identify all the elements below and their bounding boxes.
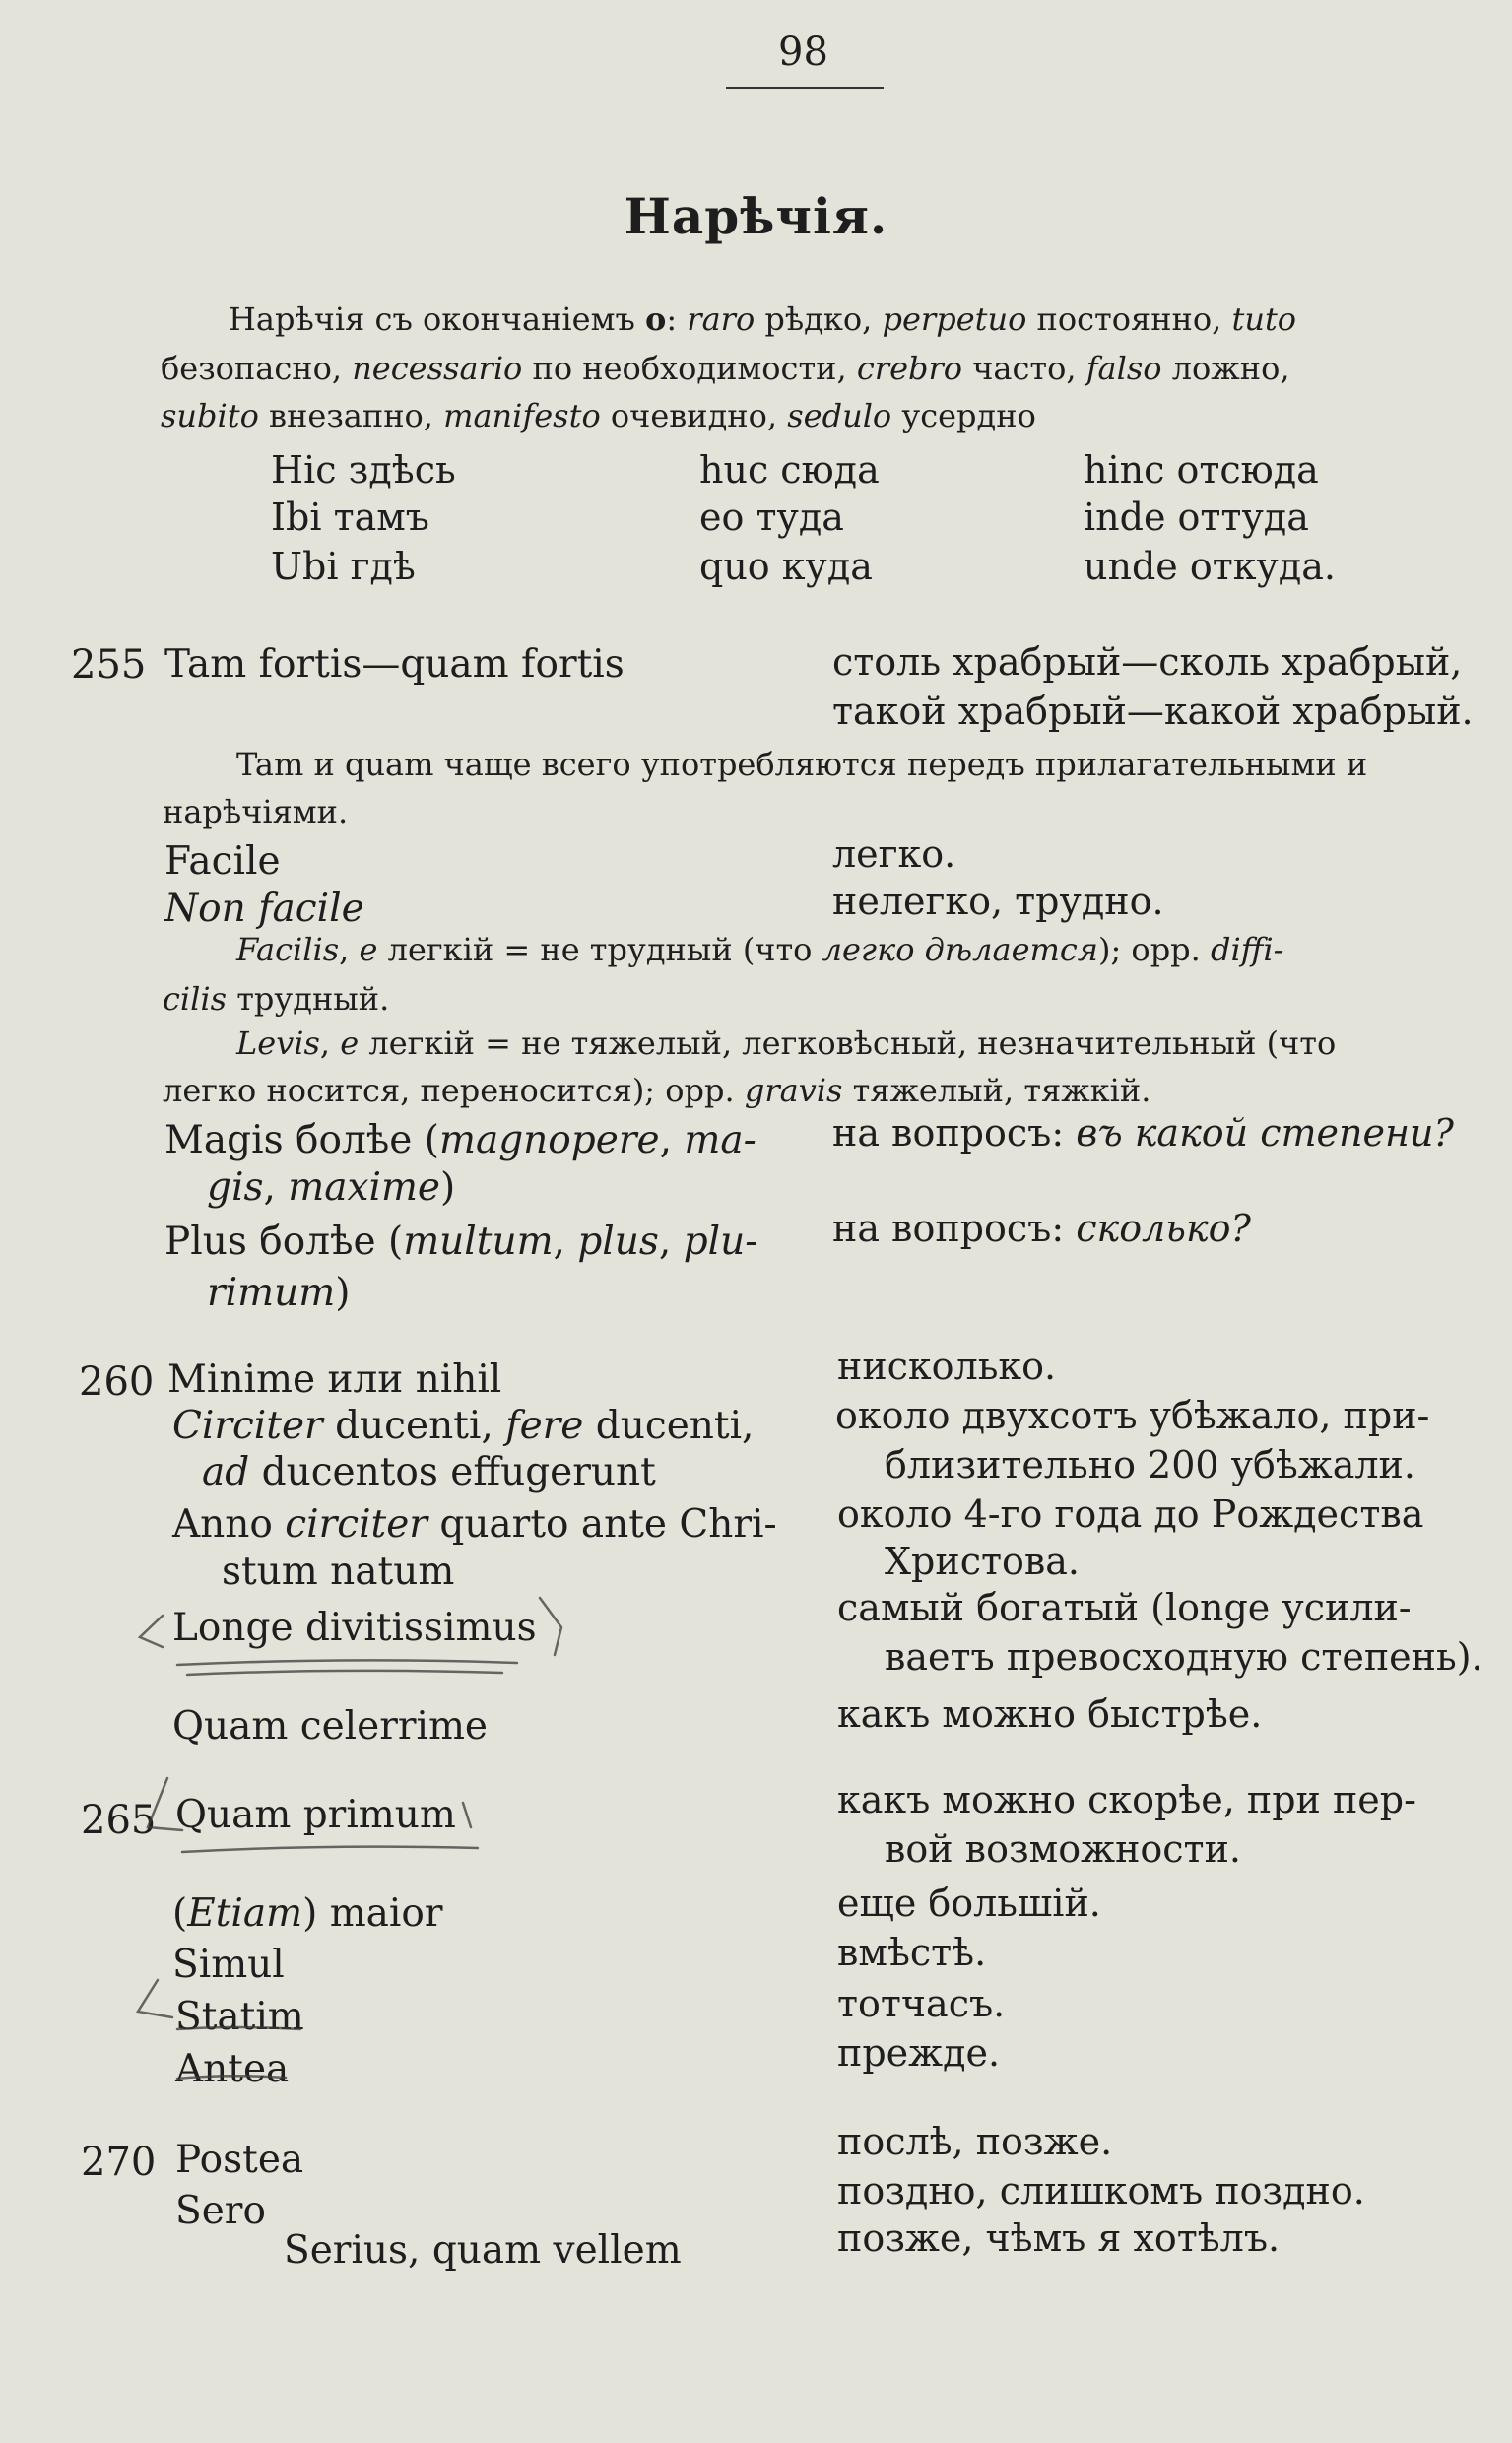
russian-gloss: самый богатый (longe усили- [837, 1586, 1412, 1629]
pencil-bracket-left [148, 1778, 182, 1830]
intro-line-3: subito внезапно, manifesto очевидно, sedulo усердно [161, 397, 1036, 434]
pencil-underline [187, 1671, 502, 1675]
russian-gloss: около 4-го года до Рождества [837, 1492, 1424, 1536]
russian-gloss: нелегко, трудно. [832, 880, 1164, 923]
latin-phrase: Statim [175, 1995, 304, 2039]
latin-phrase: Longe divitissimus [172, 1606, 537, 1650]
table-cell: inde оттуда [1084, 495, 1309, 539]
latin-phrase: Tam fortis—quam fortis [164, 642, 625, 687]
pencil-underline [177, 2027, 300, 2029]
russian-gloss: какъ можно скорѣе, при пер- [837, 1778, 1416, 1821]
pencil-underline [182, 1847, 478, 1852]
page-number: 98 [778, 30, 828, 75]
section-title: Нарѣчія. [624, 187, 888, 245]
latin-phrase: Facile [164, 839, 281, 884]
entry-number: 260 [79, 1359, 155, 1405]
latin-phrase: Sero [175, 2189, 266, 2233]
russian-gloss: позже, чѣмъ я хотѣлъ. [837, 2216, 1281, 2260]
note-line: cilis трудный. [163, 980, 390, 1018]
russian-gloss: нисколько. [837, 1345, 1057, 1388]
russian-gloss: на вопросъ: въ какой степени? [832, 1111, 1454, 1155]
latin-phrase: Serius, quam vellem [284, 2228, 682, 2273]
russian-gloss: тотчасъ. [837, 1982, 1006, 2025]
table-cell: quo куда [699, 545, 873, 588]
latin-phrase: Circiter ducenti, fere ducenti, [172, 1404, 755, 1448]
table-cell: huc сюда [699, 448, 880, 492]
pencil-bracket-right [540, 1598, 561, 1655]
latin-phrase: (Etiam) maior [172, 1891, 443, 1936]
latin-phrase: ad ducentos effugerunt [202, 1450, 656, 1494]
table-cell: Ubi гдѣ [271, 545, 416, 588]
russian-gloss: столь храбрый—сколь храбрый, [832, 640, 1463, 684]
russian-gloss: еще большій. [837, 1882, 1101, 1925]
russian-gloss: вой возможности. [885, 1827, 1241, 1871]
russian-gloss: вмѣстѣ. [837, 1931, 987, 1974]
intro-line-1: Нарѣчія съ окончаніемъ o: raro рѣдко, perpetuo постоянно, tuto [229, 300, 1297, 338]
latin-phrase: Magis болѣе (magnopere, ma- [164, 1118, 756, 1162]
pencil-bracket-left [138, 1980, 172, 2017]
russian-gloss: послѣ, позже. [837, 2120, 1113, 2163]
russian-gloss: близительно 200 убѣжали. [885, 1443, 1415, 1486]
note-line: Facilis, e легкій = не трудный (что легко дѣлается); орр. diffi- [236, 931, 1284, 968]
latin-phrase: Quam celerrime [172, 1704, 489, 1749]
russian-gloss: прежде. [837, 2031, 1001, 2075]
latin-phrase: Postea [175, 2138, 304, 2182]
entry-number: 265 [81, 1798, 157, 1843]
latin-phrase: gis, maxime) [207, 1165, 456, 1210]
latin-phrase: rimum) [207, 1271, 351, 1315]
latin-phrase: stum natum [222, 1550, 455, 1594]
russian-gloss: легко. [832, 832, 956, 876]
latin-phrase: Minime или nihil [167, 1357, 502, 1402]
russian-gloss: Христова. [885, 1540, 1081, 1583]
russian-gloss: какъ можно быстрѣе. [837, 1692, 1263, 1736]
note-line: нарѣчіями. [163, 793, 349, 830]
note-line: Levis, e легкій = не тяжелый, легковѣсный, незначительный (что [236, 1024, 1337, 1062]
table-cell: unde откуда. [1084, 545, 1336, 588]
pencil-bracket-left [140, 1616, 163, 1647]
table-cell: Hic здѣсь [271, 448, 456, 492]
table-cell: Ibi тамъ [271, 495, 429, 539]
latin-phrase: Anno circiter quarto ante Chri- [172, 1502, 777, 1547]
table-cell: eo туда [699, 495, 844, 539]
russian-gloss: на вопросъ: сколько? [832, 1207, 1251, 1250]
table-cell: hinc отсюда [1084, 448, 1319, 492]
pencil-underline [177, 1660, 517, 1665]
latin-phrase: Antea [175, 2047, 290, 2091]
entry-number: 255 [71, 642, 147, 688]
russian-gloss: около двухсотъ убѣжало, при- [835, 1394, 1430, 1437]
intro-line-2: безопасно, necessario по необходимости, crebro часто, falso ложно, [161, 350, 1290, 387]
russian-gloss: ваетъ превосходную степень). [885, 1635, 1483, 1679]
pencil-bracket-right [463, 1803, 471, 1827]
latin-phrase: Plus болѣе (multum, plus, plu- [164, 1220, 758, 1264]
russian-gloss: поздно, слишкомъ поздно. [837, 2169, 1365, 2212]
russian-gloss: такой храбрый—какой храбрый. [832, 690, 1474, 733]
pencil-underline [177, 2076, 286, 2079]
entry-number: 270 [81, 2140, 157, 2185]
latin-phrase: Non facile [164, 887, 364, 931]
note-line: легко носится, переносится); орр. gravis тяжелый, тяжкій. [163, 1072, 1151, 1109]
latin-phrase: Quam primum [175, 1793, 456, 1837]
latin-phrase: Simul [172, 1943, 285, 1987]
note-line: Tam и quam чаще всего употребляются передъ прилагательными и [236, 746, 1368, 783]
